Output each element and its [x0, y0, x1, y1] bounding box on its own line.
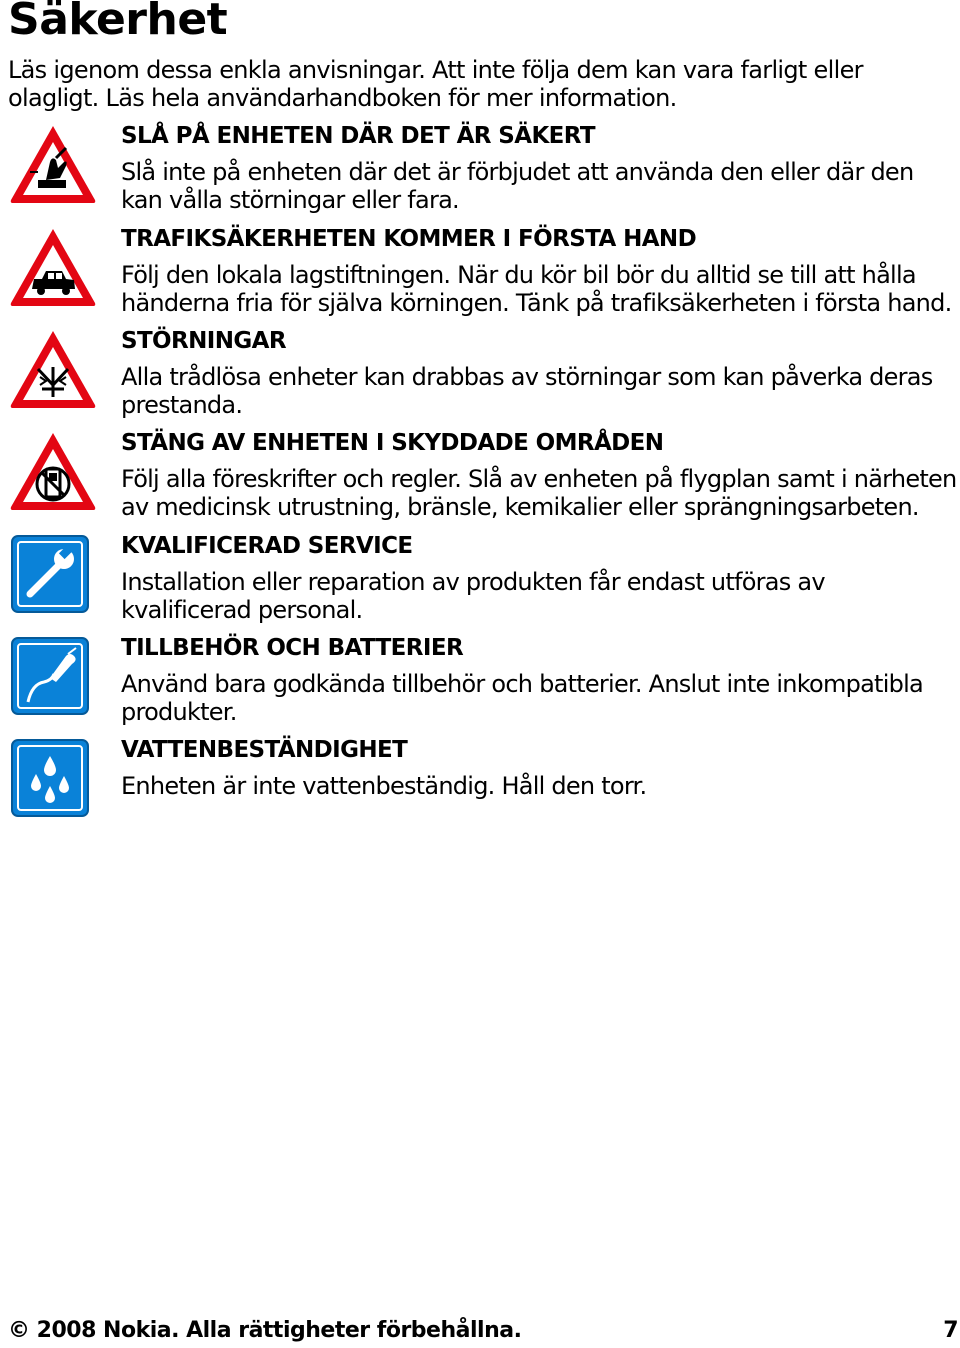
section-body: Använd bara godkända tillbehör och batterier. Anslut inte inkompatibla produkter.	[121, 670, 923, 726]
interference-warning-icon	[8, 327, 98, 411]
copyright-text: © 2008 Nokia. Alla rättigheter förbehållna.	[8, 1318, 522, 1343]
section-heading: VATTENBESTÄNDIGHET	[121, 737, 408, 763]
no-phone-warning-icon	[8, 429, 98, 513]
section-body: Installation eller reparation av produkten får endast utföras av kvalificerad personal.	[121, 568, 825, 624]
section-heading: STÄNG AV ENHETEN I SKYDDADE OMRÅDEN	[121, 430, 664, 456]
section-heading: STÖRNINGAR	[121, 328, 286, 354]
section-body: Alla trådlösa enheter kan drabbas av störningar som kan påverka deras prestanda.	[121, 363, 933, 419]
section-heading: TRAFIKSÄKERHETEN KOMMER I FÖRSTA HAND	[121, 226, 697, 252]
section-body: Enheten är inte vattenbeständig. Håll den torr.	[121, 772, 647, 800]
section-body: Följ alla föreskrifter och regler. Slå av enheten på flygplan samt i närheten av medicinsk utrustning, bränsle, kemikalier eller sprängningsarbeten.	[121, 465, 957, 521]
page-title: Säkerhet	[8, 0, 228, 45]
intro-paragraph: Läs igenom dessa enkla anvisningar. Att inte följa dem kan vara farligt eller olagligt. Läs hela användarhandboken för mer information.	[8, 56, 863, 112]
page-number: 7	[943, 1318, 958, 1343]
section-body: Följ den lokala lagstiftningen. När du kör bil bör du alltid se till att hålla händerna fria för själva körningen. Tänk på trafiksäkerheten i första hand.	[121, 261, 952, 317]
plug-cable-icon	[8, 634, 98, 718]
hand-switch-on-warning-icon	[8, 122, 98, 206]
car-warning-icon	[8, 225, 98, 309]
section-body: Slå inte på enheten där det är förbjudet att använda den eller där den kan vålla störningar eller fara.	[121, 158, 914, 214]
page-footer	[8, 1316, 958, 1346]
water-drops-icon	[8, 736, 98, 820]
section-heading: TILLBEHÖR OCH BATTERIER	[121, 635, 464, 661]
section-heading: KVALIFICERAD SERVICE	[121, 533, 413, 559]
wrench-icon	[8, 532, 98, 616]
section-heading: SLÅ PÅ ENHETEN DÄR DET ÄR SÄKERT	[121, 123, 595, 149]
